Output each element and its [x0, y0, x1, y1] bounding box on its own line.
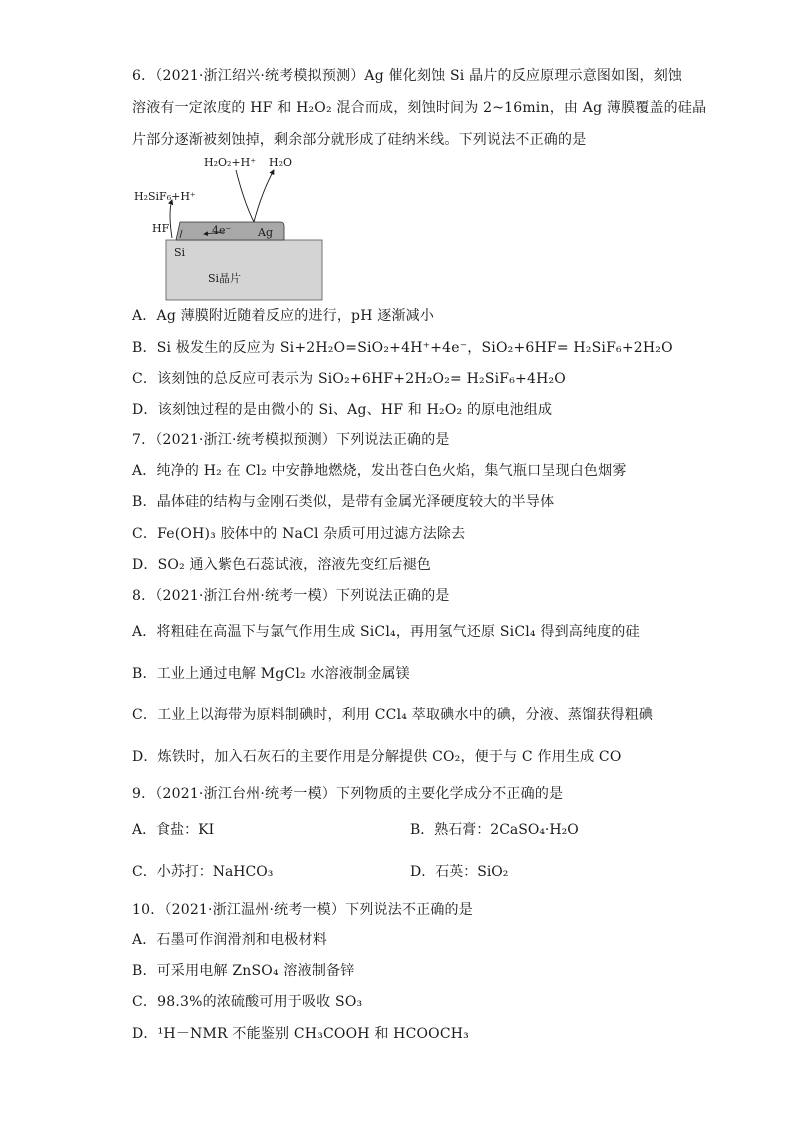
h2o2-inflow: [236, 170, 254, 222]
q10-option-a: A．石墨可作润滑剂和电极材料: [132, 932, 327, 948]
q7-option-d: D．SO₂ 通入紫色石蕊试液，溶液先变红后褪色: [132, 557, 431, 573]
q8-option-d: D．炼铁时，加入石灰石的主要作用是分解提供 CO₂，便于与 C 作用生成 CO: [132, 749, 622, 765]
q9-stem: 9．（2021·浙江台州·统考一模）下列物质的主要化学成分不正确的是: [132, 786, 564, 802]
label-si-wafer: Si晶片: [208, 272, 242, 285]
q6-option-d: D．该刻蚀过程的是由微小的 Si、Ag、HF 和 H₂O₂ 的原电池组成: [132, 402, 553, 418]
q7-option-c: C．Fe(OH)₃ 胶体中的 NaCl 杂质可用过滤方法除去: [132, 526, 466, 542]
q10-option-c: C．98.3%的浓硫酸可用于吸收 SO₃: [132, 994, 363, 1010]
q6-stem-line3: 片部分逐渐被刻蚀掉，剩余部分就形成了硅纳米线。下列说法不正确的是: [132, 132, 587, 148]
q6-stem-line2: 溶液有一定浓度的 HF 和 H₂O₂ 混合而成，刻蚀时间为 2~16min，由 Ag 薄膜覆盖的硅晶: [132, 100, 707, 116]
q8-option-a: A．将粗硅在高温下与氯气作用生成 SiCl₄，再用氢气还原 SiCl₄ 得到高纯度的硅: [132, 624, 640, 640]
label-hf: HF: [152, 222, 170, 235]
label-si: Si: [174, 246, 186, 259]
q9-option-b: B．熟石膏：2CaSO₄·H₂O: [410, 822, 579, 838]
q7-option-b: B．晶体硅的结构与金刚石类似，是带有金属光泽硬度较大的半导体: [132, 494, 555, 510]
label-h2o: H₂O: [269, 156, 293, 169]
label-h2o2: H₂O₂+H⁺: [204, 156, 257, 169]
label-4e: 4e⁻: [212, 224, 232, 237]
q10-option-d: D．¹H－NMR 不能鉴别 CH₃COOH 和 HCOOCH₃: [132, 1026, 469, 1042]
q8-option-b: B．工业上通过电解 MgCl₂ 水溶液制金属镁: [132, 666, 410, 682]
q6-stem-line1: 6．（2021·浙江绍兴·统考模拟预测）Ag 催化刻蚀 Si 晶片的反应原理示意图如图，刻蚀: [132, 68, 683, 84]
q6-option-c: C．该刻蚀的总反应可表示为 SiO₂+6HF+2H₂O₂= H₂SiF₆+4H₂O: [132, 371, 566, 387]
q6-option-a: A．Ag 薄膜附近随着反应的进行，pH 逐渐减小: [132, 308, 435, 324]
q10-option-b: B．可采用电解 ZnSO₄ 溶液制备锌: [132, 963, 355, 979]
q9-option-c: C．小苏打：NaHCO₃: [132, 864, 274, 880]
q7-option-a: A．纯净的 H₂ 在 Cl₂ 中安静地燃烧，发出苍白色火焰，集气瓶口呈现白色烟雾: [132, 463, 627, 479]
h2sif6-arrow: [170, 200, 172, 238]
label-h2sif6: H₂SiF₆+H⁺: [134, 190, 196, 203]
q9-option-a: A．食盐：KI: [132, 822, 215, 838]
q9-option-d: D．石英：SiO₂: [410, 864, 509, 880]
q7-stem: 7．（2021·浙江·统考模拟预测）下列说法正确的是: [132, 432, 450, 448]
etching-diagram: [132, 152, 332, 302]
label-ag: Ag: [258, 226, 273, 239]
q10-stem: 10．（2021·浙江温州·统考一模）下列说法不正确的是: [132, 902, 473, 918]
si-wafer-block: [166, 240, 322, 300]
q6-option-b: B．Si 极发生的反应为 Si+2H₂O=SiO₂+4H⁺+4e⁻，SiO₂+6HF= H₂SiF₆+2H₂O: [132, 340, 673, 356]
q8-option-c: C．工业上以海带为原料制碘时，利用 CCl₄ 萃取碘水中的碘，分液、蒸馏获得粗碘: [132, 707, 654, 723]
h2o-outflow-arrow: [254, 170, 274, 222]
q8-stem: 8．（2021·浙江台州·统考一模）下列说法正确的是: [132, 588, 450, 604]
